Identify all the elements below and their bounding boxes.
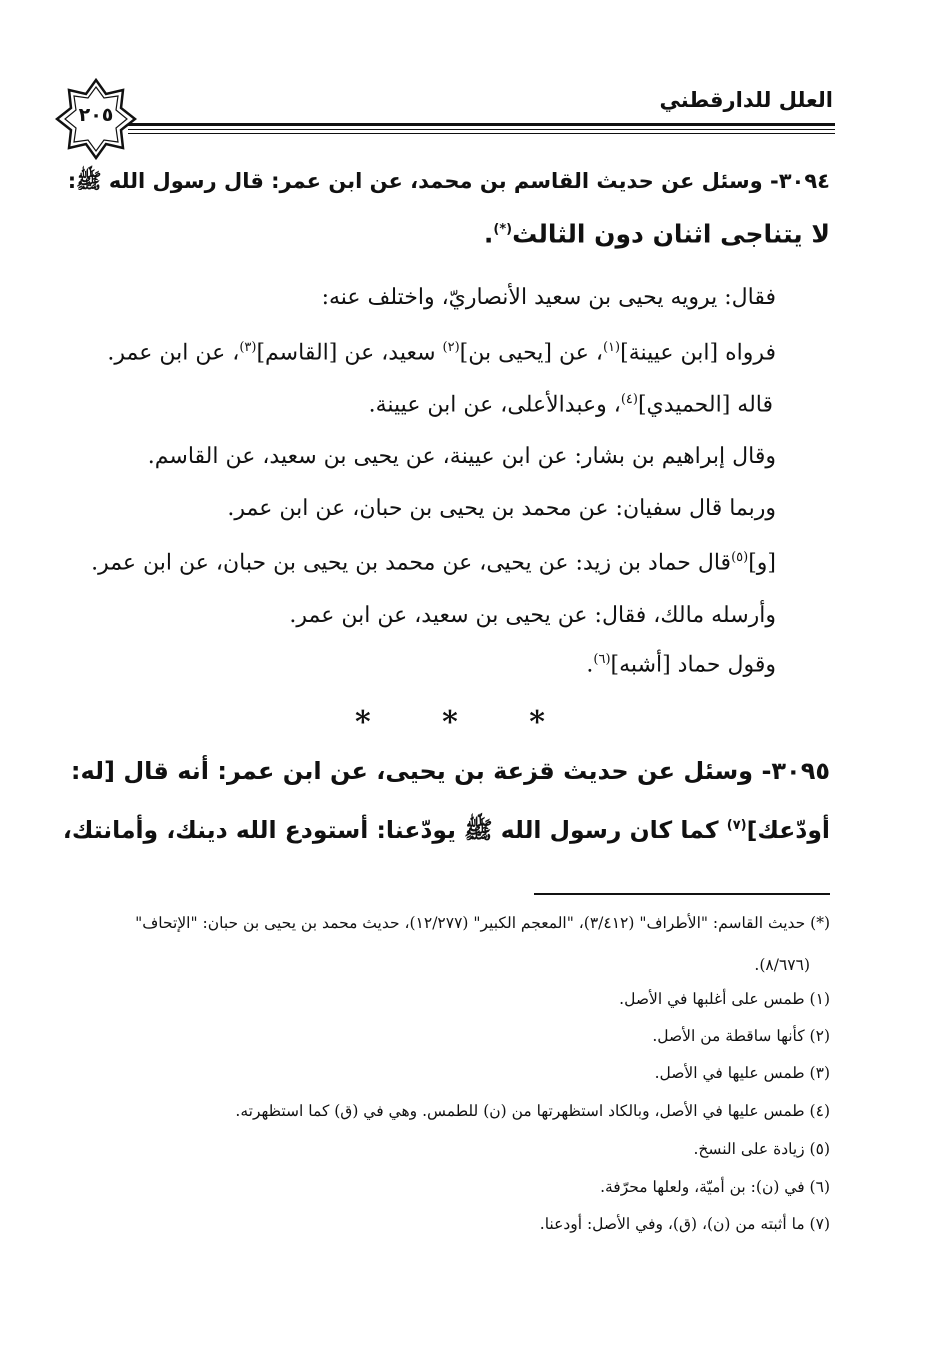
footnote: (٦) في (ن): بن أميّة، ولعلها محرّفة. bbox=[600, 1178, 830, 1196]
body-line: [و]$^{(٥)}$قال حماد بن زيد: عن يحيى، عن محمد بن يحيى بن حبان، عن ابن عمر. bbox=[91, 550, 776, 576]
running-title: العلل للدارقطني bbox=[659, 88, 833, 112]
entry-3094-line-2: لا يتناجى اثنان دون الثالث(*). bbox=[483, 219, 830, 249]
footnote: (*) حديث القاسم: "الأطراف" (٣/٤١٢)، "المعجم الكبير" (١٢/٢٧٧)، حديث محمد بن يحيى بن حبان: "الإتحاف" bbox=[135, 914, 830, 932]
footnote-marker: (٥) bbox=[731, 550, 749, 565]
separator-star: * bbox=[355, 705, 371, 740]
body-line: وأرسله مالك، فقال: عن يحيى بن سعيد، عن ابن عمر. bbox=[289, 603, 776, 628]
footnote: (٢) كأنها ساقطة من الأصل. bbox=[652, 1027, 830, 1045]
body-line: فرواه [ابن عيينة]$^{(١)}$، عن [يحيى بن]$^{(٢)}$ سعيد، عن [القاسم]$^{(٣)}$، عن ابن عمر. bbox=[107, 340, 776, 366]
body-line: قاله [الحميدي]$^{(٤)}$، وعبدالأعلى، عن ابن عيينة. bbox=[368, 392, 773, 418]
entry-3095-line-2: أودّعك]$^{(٧)}$ كما كان رسول الله ﷺ يودّعنا: أستودع الله دينك، وأمانتك، bbox=[62, 815, 830, 844]
footnote-marker: (٣) bbox=[239, 340, 257, 355]
footnote: (٣) طمس عليها في الأصل. bbox=[654, 1064, 830, 1082]
footnote-marker: (*) bbox=[493, 222, 513, 237]
footnote: (١) طمس على أغلبها في الأصل. bbox=[619, 990, 830, 1008]
body-line: وقال إبراهيم بن بشار: عن ابن عيينة، عن يحيى بن سعيد، عن القاسم. bbox=[147, 444, 776, 469]
body-line: وربما قال سفيان: عن محمد بن يحيى بن حبان، عن ابن عمر. bbox=[227, 496, 776, 521]
body-line: فقال: يرويه يحيى بن سعيد الأنصاريّ، واختلف عنه: bbox=[321, 285, 776, 310]
footnote: (٥) زيادة على النسخ. bbox=[693, 1140, 830, 1158]
footnote: (٨/٦٧٦). bbox=[754, 956, 810, 974]
page-number-badge bbox=[55, 78, 137, 160]
footnote-marker: (٧) bbox=[726, 818, 747, 833]
entry-3094-line-1: ٣٠٩٤- وسئل عن حديث القاسم بن محمد، عن ابن عمر: قال رسول الله ﷺ: bbox=[67, 169, 830, 193]
footnote: (٤) طمس عليها في الأصل، وبالكاد استظهرتها من (ن) للطمس. وهي في (ق) كما استظهرته. bbox=[235, 1102, 830, 1120]
section-separator bbox=[355, 705, 545, 740]
separator-star: * bbox=[442, 705, 458, 740]
header-rule bbox=[128, 123, 835, 126]
footnote-marker: (١) bbox=[602, 340, 621, 355]
page-number: ٢٠٥ bbox=[78, 104, 114, 126]
body-line: وقول حماد [أشبه]$^{(٦)}$. bbox=[586, 652, 776, 678]
footnote-marker: (٤) bbox=[620, 392, 638, 407]
entry-3095-line-1: ٣٠٩٥- وسئل عن حديث قزعة بن يحيى، عن ابن عمر: أنه قال [له: bbox=[70, 757, 830, 785]
header-rule bbox=[128, 133, 835, 134]
header-rule bbox=[128, 129, 835, 130]
footnote-marker: (٢) bbox=[442, 340, 460, 355]
separator-star: * bbox=[529, 705, 545, 740]
footnote: (٧) ما أثبته من (ن)، (ق)، وفي الأصل: أودعنا. bbox=[539, 1215, 830, 1233]
footnote-marker: (٦) bbox=[593, 652, 611, 667]
footnote-rule bbox=[534, 893, 830, 895]
